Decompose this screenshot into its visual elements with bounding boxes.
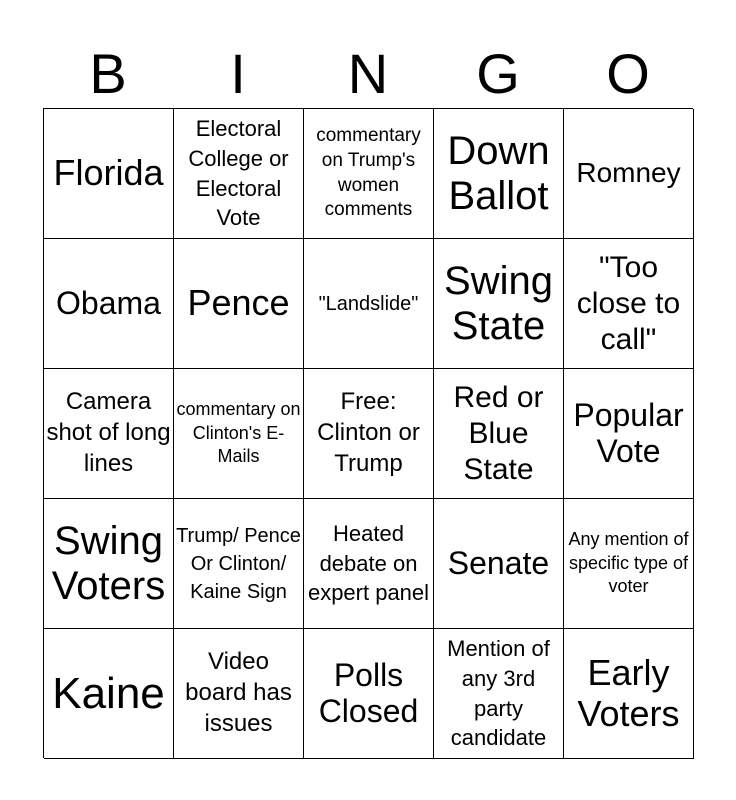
cell-text: Swing State — [444, 258, 553, 348]
bingo-cell-r2-c1[interactable] — [174, 369, 304, 499]
bingo-board — [43, 108, 693, 758]
cell-text: Red or Blue State — [453, 380, 544, 486]
cell-text: Romney — [576, 157, 681, 189]
header-letter-i: I — [230, 42, 246, 105]
header-letter-g: G — [476, 42, 520, 105]
bingo-cell-r0-c4[interactable] — [564, 109, 694, 239]
cell-text: Any mention of specific type of voter — [568, 529, 689, 597]
cell-text: Free: Clinton or Trump — [317, 388, 420, 477]
bingo-cell-r2-c0[interactable] — [44, 369, 174, 499]
cell-text: Early Voters — [577, 652, 680, 734]
bingo-cell-r3-c3[interactable] — [434, 499, 564, 629]
bingo-cell-r0-c3[interactable] — [434, 109, 564, 239]
cell-text: Down Ballot — [447, 128, 550, 218]
cell-text: Obama — [56, 284, 161, 321]
bingo-cell-r1-c3[interactable] — [434, 239, 564, 369]
bingo-cell-r4-c4[interactable] — [564, 629, 694, 759]
cell-text: Trump/ Pence Or Clinton/ Kaine Sign — [176, 524, 301, 603]
header-letter-n: N — [347, 42, 389, 105]
cell-text: Senate — [447, 544, 550, 581]
bingo-cell-r3-c4[interactable] — [564, 499, 694, 629]
cell-text: Pence — [187, 282, 290, 324]
cell-text: Swing Voters — [51, 518, 166, 608]
cell-text: Popular Vote — [573, 397, 684, 469]
bingo-cell-r0-c1[interactable] — [174, 109, 304, 239]
cell-text: Kaine — [52, 668, 165, 718]
cell-text: Mention of any 3rd party candidate — [447, 635, 550, 751]
bingo-cell-r1-c2[interactable] — [304, 239, 434, 369]
cell-text: Florida — [53, 152, 164, 194]
cell-text: Polls Closed — [318, 657, 419, 729]
bingo-cell-r2-c4[interactable] — [564, 369, 694, 499]
bingo-cell-r0-c0[interactable] — [44, 109, 174, 239]
bingo-cell-r4-c1[interactable] — [174, 629, 304, 759]
bingo-cell-r1-c1[interactable] — [174, 239, 304, 369]
bingo-header — [43, 40, 693, 108]
bingo-cell-r3-c1[interactable] — [174, 499, 304, 629]
header-letter-b: B — [89, 42, 127, 105]
bingo-cell-r0-c2[interactable] — [304, 109, 434, 239]
bingo-cell-r3-c2[interactable] — [304, 499, 434, 629]
bingo-cell-r1-c0[interactable] — [44, 239, 174, 369]
cell-text: Heated debate on expert panel — [307, 520, 430, 606]
cell-text: commentary on Clinton's E-Mails — [176, 399, 301, 467]
bingo-cell-r2-c2[interactable] — [304, 369, 434, 499]
bingo-cell-r4-c0[interactable] — [44, 629, 174, 759]
bingo-cell-r4-c2[interactable] — [304, 629, 434, 759]
cell-text: commentary on Trump's women comments — [316, 125, 421, 221]
bingo-cell-r2-c3[interactable] — [434, 369, 564, 499]
cell-text: "Too close to call" — [576, 250, 681, 356]
bingo-cell-r4-c3[interactable] — [434, 629, 564, 759]
cell-text: Video board has issues — [185, 648, 292, 737]
cell-text: Electoral College or Electoral Vote — [188, 115, 289, 231]
header-letter-o: O — [606, 42, 650, 105]
cell-text: Camera shot of long lines — [46, 388, 171, 477]
bingo-cell-r1-c4[interactable] — [564, 239, 694, 369]
bingo-cell-r3-c0[interactable] — [44, 499, 174, 629]
cell-text: "Landslide" — [318, 292, 419, 315]
